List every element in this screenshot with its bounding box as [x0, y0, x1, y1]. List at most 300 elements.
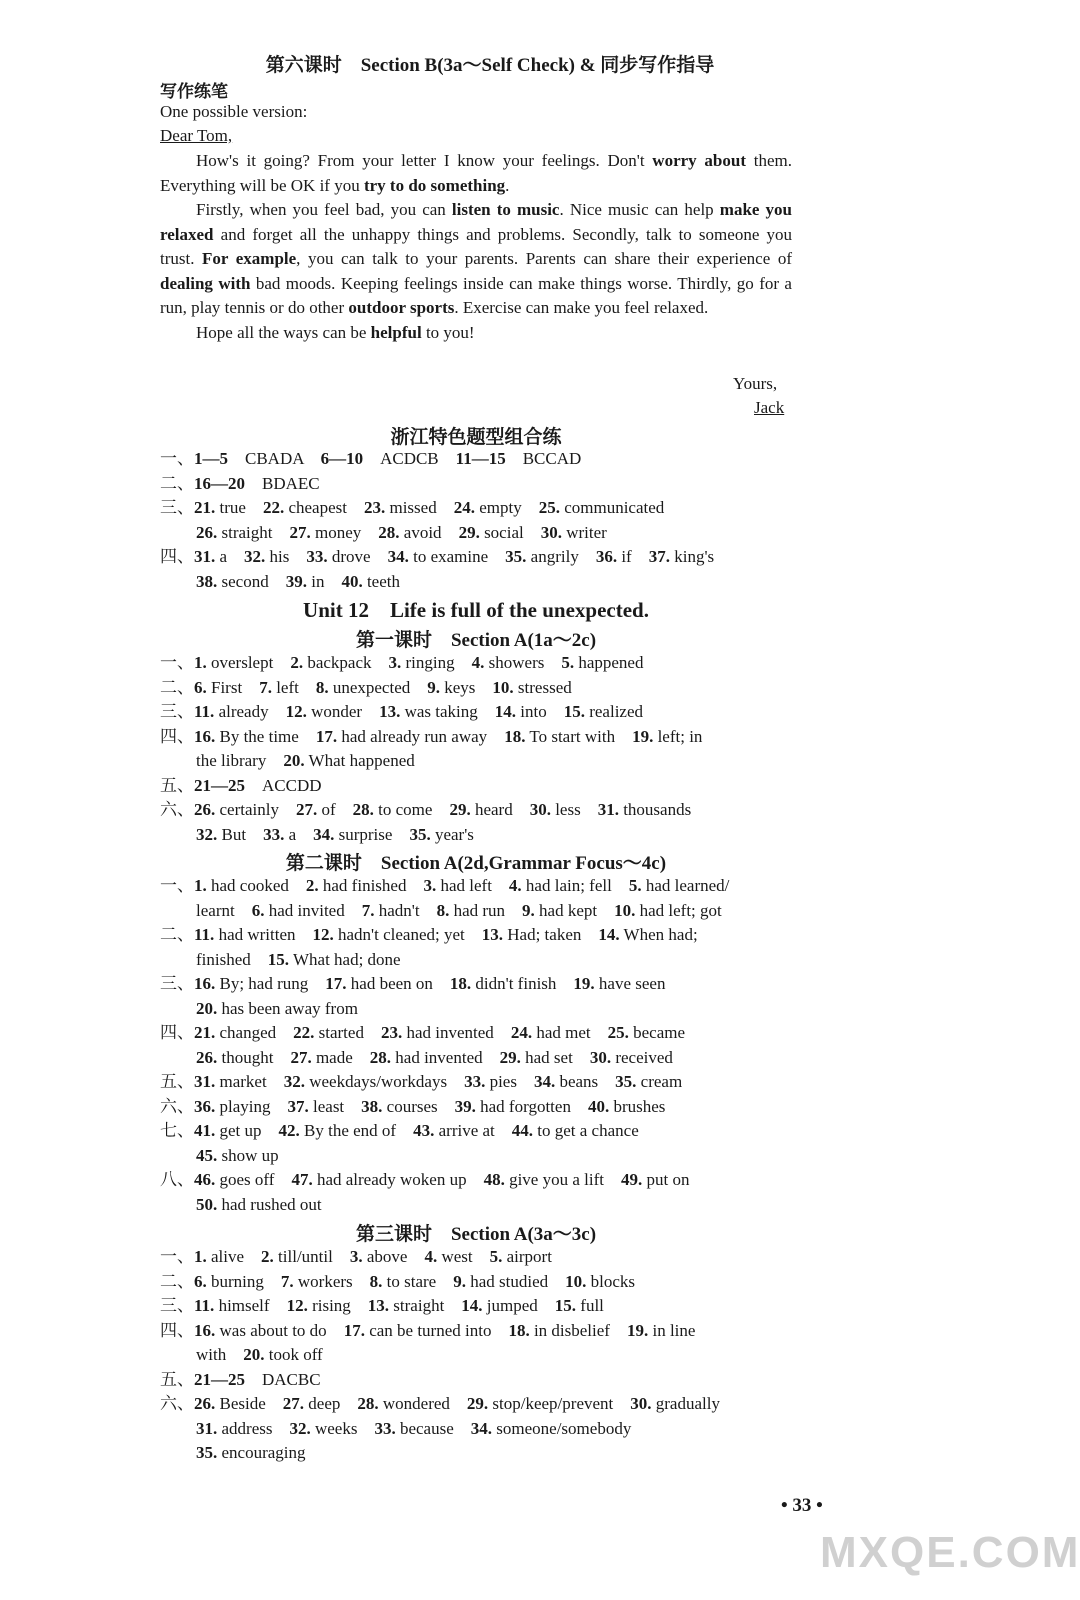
bold-text: 40. — [587, 1096, 610, 1116]
text-run: 三、 — [160, 498, 194, 517]
bold-text: 17. — [315, 726, 338, 746]
text-run: money — [310, 522, 379, 542]
bold-text: 12. — [286, 1296, 308, 1315]
text-run: had cooked — [206, 876, 306, 895]
text-run: received — [611, 1047, 673, 1067]
answer-line — [160, 923, 800, 948]
bold-text: 27. — [295, 800, 318, 819]
text-run: year's — [430, 824, 474, 844]
text-run: of — [317, 800, 353, 819]
text-run: with — [196, 1345, 244, 1364]
bold-text: 24. — [510, 1023, 533, 1042]
bold-text: 29. — [466, 1394, 489, 1413]
text-run: teeth — [362, 571, 400, 591]
text-run: above — [362, 1247, 425, 1266]
bold-text: 1—5 — [194, 449, 228, 468]
text-run: empty — [474, 498, 539, 517]
text-run: finished — [196, 949, 268, 969]
text-run: jumped — [482, 1296, 555, 1315]
bold-text: 31. — [194, 1072, 216, 1091]
text-run: ringing — [401, 653, 472, 672]
bold-text: 29. — [499, 1047, 521, 1067]
text-run: to stare — [382, 1271, 454, 1291]
text-run: keys — [440, 677, 493, 697]
text-run: beans — [555, 1072, 616, 1091]
bold-text: 28. — [369, 1047, 392, 1067]
bold-text: 3. — [388, 653, 402, 672]
bold-text: 11. — [194, 925, 215, 944]
text-run: full — [576, 1296, 604, 1315]
text-run: realized — [584, 702, 644, 721]
bold-text: 16—20 — [194, 473, 245, 493]
bold-text: 2. — [261, 1247, 274, 1266]
answer-line — [160, 798, 800, 823]
answer-line — [160, 1417, 800, 1442]
bold-text: For example — [202, 249, 297, 268]
text-run: 五、 — [160, 1072, 194, 1091]
bold-text: 3. — [349, 1247, 363, 1266]
bold-text: 10. — [492, 677, 514, 697]
bold-text: 29. — [458, 522, 480, 542]
text-run: writer — [561, 522, 607, 542]
bold-text: 25. — [538, 498, 560, 517]
paragraph-1 — [160, 149, 792, 198]
bold-text: 14. — [598, 925, 620, 944]
bold-text: 13. — [379, 702, 401, 721]
bold-text: 35. — [615, 1072, 637, 1091]
text-run: hadn't cleaned; yet — [333, 925, 482, 944]
bold-text: 30. — [529, 800, 551, 819]
text-run: When had; — [619, 925, 698, 944]
text-run: had written — [214, 925, 313, 944]
writing-label: 写作练笔 — [160, 82, 228, 101]
text-run: alive — [206, 1247, 262, 1266]
bold-text: 31. — [597, 800, 619, 819]
bold-text: 37. — [287, 1096, 309, 1116]
text-run: weekdays/workdays — [304, 1072, 465, 1091]
text-run: pies — [485, 1072, 534, 1091]
text-run: heard — [470, 800, 530, 819]
text-run: someone/somebody — [492, 1418, 632, 1438]
bold-text: 26. — [196, 522, 218, 542]
answer-line — [160, 948, 800, 973]
bold-text: 20. — [243, 1345, 265, 1364]
bold-text: 26. — [196, 1047, 218, 1067]
text-run: was about to do — [215, 1320, 344, 1340]
text-run: if — [617, 547, 649, 566]
bold-text: 26. — [194, 800, 216, 819]
text-run: have seen — [594, 974, 666, 993]
bold-text: 4. — [471, 653, 485, 672]
bold-text: 35. — [505, 547, 527, 566]
text-run: straight — [217, 522, 290, 542]
text-run: himself — [214, 1296, 287, 1315]
text-run: But — [217, 824, 264, 844]
text-run: missed — [385, 498, 454, 517]
text-run: angrily — [526, 547, 596, 566]
bold-text: 9. — [522, 900, 535, 920]
bold-text: 31. — [194, 547, 216, 566]
text-run: brushes — [609, 1096, 666, 1116]
bold-text: 18. — [449, 974, 472, 993]
text-run: stressed — [513, 677, 572, 697]
answer-line — [160, 1343, 800, 1368]
bold-text: 27. — [290, 1047, 312, 1067]
bold-text: 34. — [313, 824, 335, 844]
bold-text: 4. — [424, 1247, 438, 1266]
text-run: 三、 — [160, 1296, 194, 1315]
text-run: social — [479, 522, 541, 542]
text-run: wondered — [378, 1394, 467, 1413]
bold-text: 15. — [563, 702, 585, 721]
answer-line — [160, 676, 800, 701]
bold-text: 18. — [508, 1320, 530, 1340]
bold-text: 36. — [194, 1096, 216, 1116]
answer-line — [160, 496, 800, 521]
text-run: bad moods. Keeping feelings inside can make things worse. Thirdly, go for a run, play tennis or do other — [160, 273, 792, 317]
bold-text: 32. — [283, 1072, 305, 1091]
answer-line — [160, 1046, 800, 1071]
text-run: cheapest — [284, 498, 364, 517]
text-run: encouraging — [217, 1443, 306, 1462]
answer-line — [160, 1095, 800, 1120]
s2-answers — [160, 874, 800, 1217]
bold-text: 21—25 — [194, 775, 245, 795]
text-run: What happened — [304, 751, 415, 770]
text-run: had learned/ — [641, 876, 730, 895]
bold-text: 34. — [533, 1072, 556, 1091]
answer-line — [160, 1368, 800, 1393]
text-run: 四、 — [160, 726, 194, 746]
answer-line — [160, 1070, 800, 1095]
bold-text: 5. — [561, 653, 575, 672]
s3-title: 第三课时 Section A(3a～3c) — [355, 1224, 597, 1245]
text-run: already — [214, 702, 286, 721]
bold-text: 28. — [357, 1394, 379, 1413]
bold-text: 32. — [244, 547, 266, 566]
bold-text: 30. — [540, 522, 562, 542]
text-run: , you can talk to your parents. Parents can share their experience of — [296, 249, 792, 268]
unit-title: Unit 12 Life is full of the unexpected. — [303, 598, 649, 622]
text-run: unexpected — [328, 677, 428, 697]
answer-line — [160, 725, 800, 750]
text-run: has been away from — [217, 998, 358, 1018]
text-run: By the end of — [299, 1121, 414, 1140]
text-run: king's — [669, 547, 715, 566]
signature: Jack — [754, 398, 785, 417]
answer-line — [160, 1270, 800, 1295]
bold-text: 19. — [632, 726, 654, 746]
bold-text: dealing with — [160, 273, 251, 293]
bold-text: 23. — [380, 1023, 403, 1042]
text-run: arrive at — [434, 1121, 512, 1140]
page-number: • 33 • — [781, 1495, 823, 1516]
version-line: One possible version: — [160, 102, 308, 121]
bold-text: 30. — [589, 1047, 612, 1067]
answer-line — [160, 874, 800, 899]
bold-text: 20. — [196, 998, 218, 1018]
bold-text: 16. — [194, 726, 216, 746]
bold-text: 1. — [194, 1247, 207, 1266]
bold-text: 39. — [454, 1096, 476, 1116]
text-run: 一、 — [160, 876, 194, 895]
bold-text: 3. — [423, 876, 437, 895]
bold-text: 29. — [449, 800, 471, 819]
bold-text: 45. — [196, 1145, 218, 1165]
bold-text: 25. — [607, 1023, 629, 1042]
text-run: By; had rung — [215, 974, 326, 993]
bold-text: helpful — [370, 322, 422, 342]
bold-text: 20. — [283, 751, 305, 770]
text-run: 六、 — [160, 1394, 194, 1413]
text-run: 四、 — [160, 547, 194, 566]
text-run: to come — [373, 800, 450, 819]
bold-text: 41. — [194, 1121, 216, 1140]
text-run: To start with — [525, 726, 633, 746]
text-run: rising — [307, 1296, 368, 1315]
bold-text: 7. — [280, 1271, 294, 1291]
bold-text: 8. — [369, 1271, 383, 1291]
text-run: in line — [648, 1320, 696, 1340]
answer-line — [160, 774, 800, 799]
bold-text: 40. — [341, 571, 363, 591]
text-run: CBADA — [228, 449, 321, 468]
text-run: 八、 — [160, 1170, 194, 1189]
bold-text: 34. — [470, 1418, 493, 1438]
text-run: surprise — [334, 824, 410, 844]
text-run: thought — [217, 1047, 291, 1067]
text-run: drove — [327, 547, 388, 566]
bold-text: 14. — [494, 702, 517, 721]
bold-text: 4. — [508, 876, 522, 895]
answer-line — [160, 545, 800, 570]
bold-text: 26. — [194, 1394, 216, 1413]
bold-text: 16. — [194, 974, 216, 993]
bold-text: 11. — [194, 702, 215, 721]
bold-text: 35. — [409, 824, 431, 844]
text-run: BCCAD — [505, 449, 582, 468]
text-run: till/until — [273, 1247, 350, 1266]
text-run: and forget all the unhappy things and problems. Secondly, talk to someone you trust. — [160, 224, 792, 268]
bold-text: 27. — [282, 1394, 305, 1413]
text-run: a — [215, 547, 245, 566]
s1-answers — [160, 651, 800, 847]
zj-answers — [160, 447, 800, 594]
text-run: in — [306, 571, 342, 591]
text-run: became — [628, 1023, 686, 1042]
answer-line — [160, 1319, 800, 1344]
bold-text: 1. — [194, 876, 207, 895]
text-run: changed — [215, 1023, 294, 1042]
text-run: to examine — [408, 547, 506, 566]
text-run: avoid — [399, 522, 459, 542]
answer-line — [160, 972, 800, 997]
bold-text: 21. — [194, 1023, 216, 1042]
text-run: had left; got — [635, 900, 722, 920]
text-run: burning — [206, 1271, 281, 1291]
bold-text: 28. — [352, 800, 374, 819]
bold-text: 47. — [291, 1170, 313, 1189]
bold-text: 39. — [285, 571, 307, 591]
text-run: Hope all the ways can be — [196, 322, 371, 342]
bold-text: 14. — [461, 1296, 483, 1315]
text-run: ACCDD — [245, 775, 322, 795]
bold-text: 8. — [436, 900, 450, 920]
text-run: communicated — [559, 498, 665, 517]
text-run: a — [284, 824, 314, 844]
text-run: blocks — [586, 1271, 636, 1291]
text-run: What had; done — [289, 949, 401, 969]
sec6-title: 第六课时 Section B(3a～Self Check) & 同步写作指导 — [265, 55, 715, 76]
bold-text: 38. — [196, 571, 218, 591]
paragraph-3 — [160, 321, 792, 346]
text-run: deep — [304, 1394, 358, 1413]
text-run: had invited — [264, 900, 362, 920]
text-run: the library — [196, 751, 284, 770]
text-run: happened — [574, 653, 644, 672]
text-run: 七、 — [160, 1121, 194, 1140]
letter-body — [160, 149, 792, 345]
answer-line — [160, 899, 800, 924]
bold-text: 23. — [363, 498, 386, 517]
bold-text: 6. — [194, 1271, 207, 1291]
bold-text: 10. — [565, 1271, 587, 1291]
bold-text: 19. — [573, 974, 595, 993]
text-run: market — [215, 1072, 284, 1091]
text-run: How's it going? From your letter I know your feelings. Don't — [196, 151, 653, 170]
text-run: had run — [449, 900, 523, 920]
answer-line — [160, 1168, 800, 1193]
text-run: weeks — [310, 1418, 375, 1438]
bold-text: 34. — [387, 547, 409, 566]
bold-text: 6. — [251, 900, 265, 920]
text-run: had already run away — [337, 726, 505, 746]
bold-text: 46. — [194, 1170, 216, 1189]
bold-text: make you relaxed — [160, 200, 792, 244]
bold-text: 17. — [325, 974, 347, 993]
text-run: put on — [642, 1170, 690, 1189]
answer-line — [160, 1392, 800, 1417]
text-run: BDAEC — [245, 473, 320, 493]
text-run: 一、 — [160, 653, 194, 672]
text-run: had forgotten — [475, 1096, 588, 1116]
text-run: west — [437, 1247, 490, 1266]
answer-line — [160, 570, 800, 595]
answer-line — [160, 1119, 800, 1144]
bold-text: 6. — [194, 677, 207, 697]
text-run: less — [550, 800, 598, 819]
bold-text: 10. — [614, 900, 636, 920]
bold-text: 21—25 — [194, 1369, 245, 1389]
bold-text: 31. — [196, 1418, 218, 1438]
text-run: playing — [215, 1096, 288, 1116]
text-run: 一、 — [160, 449, 194, 468]
text-run: true — [215, 498, 263, 517]
answer-line — [160, 823, 800, 848]
bold-text: 9. — [453, 1271, 466, 1291]
text-run: had been on — [346, 974, 450, 993]
text-run: didn't finish — [471, 974, 574, 993]
bold-text: 24. — [453, 498, 475, 517]
text-run: had kept — [534, 900, 615, 920]
answer-line — [160, 1144, 800, 1169]
answer-line — [160, 1245, 800, 1270]
text-run: second — [217, 571, 286, 591]
bold-text: 50. — [196, 1194, 218, 1214]
bold-text: 38. — [361, 1096, 383, 1116]
bold-text: 22. — [262, 498, 285, 517]
text-run: 五、 — [160, 1369, 194, 1389]
bold-text: 9. — [427, 677, 440, 697]
text-run: stop/keep/prevent — [488, 1394, 631, 1413]
text-run: 二、 — [160, 1271, 194, 1291]
text-run: 二、 — [160, 925, 194, 944]
text-run: least — [308, 1096, 362, 1116]
text-run: had finished — [318, 876, 424, 895]
text-run: airport — [502, 1247, 552, 1266]
text-run: 六、 — [160, 800, 194, 819]
bold-text: 13. — [367, 1296, 390, 1315]
text-run: had set — [520, 1047, 590, 1067]
paragraph-2 — [160, 198, 792, 321]
text-run: DACBC — [245, 1369, 321, 1389]
bold-text: 16. — [194, 1320, 216, 1340]
bold-text: 32. — [196, 824, 218, 844]
answer-line — [160, 651, 800, 676]
text-run: because — [395, 1418, 471, 1438]
bold-text: try to do something — [363, 175, 506, 195]
answer-line — [160, 1441, 800, 1466]
bold-text: 49. — [620, 1170, 643, 1189]
text-run: left; in — [653, 726, 703, 746]
bold-text: 33. — [306, 547, 328, 566]
bold-text: 6—10 — [320, 449, 364, 468]
bold-text: 15. — [554, 1296, 577, 1315]
text-run: to get a chance — [533, 1121, 639, 1140]
text-run: thousands — [618, 800, 692, 819]
bold-text: 13. — [481, 925, 503, 944]
text-run: learnt — [196, 900, 252, 920]
text-run: overslept — [206, 653, 291, 672]
text-run: had invented — [391, 1047, 500, 1067]
bold-text: 18. — [504, 726, 526, 746]
bold-text: 17. — [343, 1320, 365, 1340]
text-run: left — [271, 677, 316, 697]
bold-text: 37. — [648, 547, 670, 566]
text-run: in disbelief — [529, 1320, 627, 1340]
text-run: certainly — [215, 800, 296, 819]
bold-text: 30. — [630, 1394, 652, 1413]
text-run: By the time — [215, 726, 316, 746]
text-run: had met — [532, 1023, 608, 1042]
text-run: address — [217, 1418, 290, 1438]
text-run: 一、 — [160, 1247, 194, 1266]
text-run: goes off — [215, 1170, 292, 1189]
text-run: had already woken up — [312, 1170, 484, 1189]
bold-text: 43. — [413, 1121, 435, 1140]
answer-line — [160, 521, 800, 546]
bold-text: 27. — [289, 522, 311, 542]
text-run: give you a lift — [504, 1170, 621, 1189]
bold-text: 33. — [374, 1418, 396, 1438]
text-run: 三、 — [160, 702, 194, 721]
closing: Yours, — [733, 374, 778, 393]
s3-answers — [160, 1245, 800, 1466]
answer-line — [160, 1021, 800, 1046]
bold-text: 22. — [293, 1023, 315, 1042]
bold-text: 36. — [595, 547, 618, 566]
watermark: MXQE.COM — [820, 1528, 1080, 1577]
